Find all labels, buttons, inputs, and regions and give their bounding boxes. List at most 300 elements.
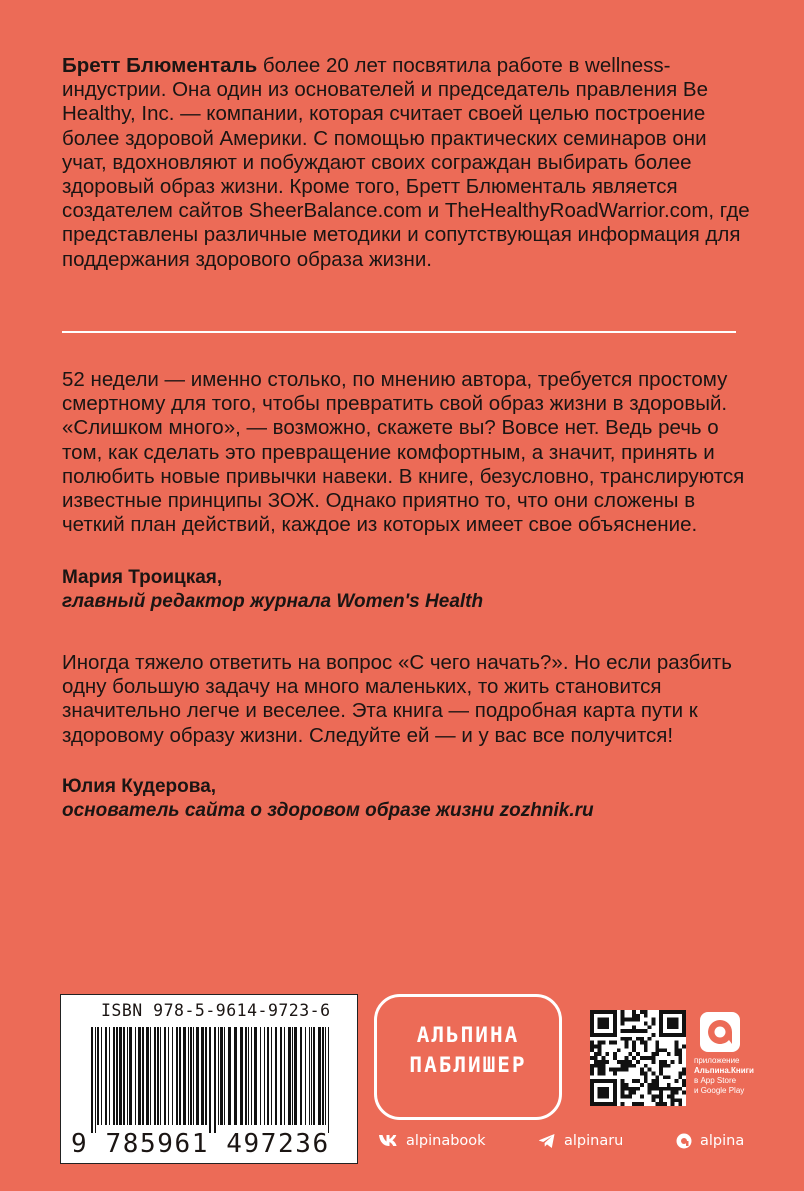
qr-module [636,1029,640,1033]
barcode-bar [209,1027,211,1133]
barcode-bar [309,1027,310,1125]
qr-module [621,1079,625,1083]
qr-module [598,1052,602,1056]
barcode-bar [328,1027,329,1133]
qr-module [598,1045,602,1049]
qr-module [625,1068,629,1072]
qr-module [621,1064,625,1068]
author-name: Бретт Блюменталь [62,54,258,77]
social-telegram [538,1133,623,1149]
qr-module [613,1056,617,1060]
qr-module [659,1094,663,1098]
barcode-bar [224,1027,225,1125]
qr-module [659,1048,663,1052]
qr-module [663,1087,667,1091]
barcode-bar [251,1027,252,1125]
reviewer-role-2: основатель сайта о здоровом образе жизни zozhnik.ru [62,800,594,821]
qr-module [636,1037,640,1041]
barcode-bar [201,1027,204,1125]
qr-module [621,1014,625,1018]
isbn-barcode [60,994,358,1164]
qr-module [667,1094,671,1098]
barcode-bar [196,1027,199,1125]
qr-module [640,1083,644,1087]
qr-module [625,1060,629,1064]
barcode-bar [168,1027,169,1125]
qr-module [648,1087,652,1091]
qr-module [621,1029,625,1033]
qr-module [682,1083,686,1087]
qr-module [659,1060,663,1064]
qr-module [648,1037,652,1041]
barcode-bar [275,1027,277,1125]
barcode-bar [190,1027,192,1125]
qr-module [667,1083,671,1087]
reviewer-name-1: Мария Троицкая, [62,567,223,588]
qr-module [651,1052,655,1056]
qr-module [594,1045,598,1049]
qr-module [625,1041,629,1045]
qr-module [602,1071,606,1075]
qr-module [609,1068,613,1072]
barcode-bar [154,1027,156,1125]
qr-module [632,1056,636,1060]
barcode-bar [160,1027,161,1125]
qr-module [598,1048,602,1052]
qr-module [602,1056,606,1060]
review-signature-1 [62,566,483,614]
qr-module [613,1071,617,1075]
barcode-bar [113,1027,115,1125]
qr-module [678,1056,682,1060]
barcode-bar [146,1027,149,1125]
qr-module [640,1037,644,1041]
social-vk-label: alpinabook [406,1133,486,1149]
qr-module [598,1041,602,1045]
barcode-bar [311,1027,312,1125]
qr-module [674,1045,678,1049]
barcode-bar [245,1027,247,1125]
qr-module [659,1087,663,1091]
qr-module [682,1079,686,1083]
barcode-bar [205,1027,207,1125]
qr-module [682,1071,686,1075]
qr-module [628,1060,632,1064]
barcode-bar [97,1027,99,1125]
barcode-bar [179,1027,181,1125]
qr-module [632,1041,636,1045]
barcode-bar [150,1027,151,1125]
barcode-bar [116,1027,118,1125]
qr-module [651,1033,655,1037]
review-signature-2 [62,775,594,823]
qr-module [678,1075,682,1079]
qr-module [663,1048,667,1052]
qr-module [628,1087,632,1091]
qr-module [682,1091,686,1095]
barcode-bar [109,1027,110,1125]
qr-module [632,1087,636,1091]
barcode-bar [248,1027,249,1125]
barcode-bar [220,1027,223,1125]
qr-module [636,1079,640,1083]
qr-module [590,1041,594,1045]
reviewer-name-2: Юлия Кудерова, [62,776,217,797]
barcode-bar [260,1027,261,1125]
barcode-bar [267,1027,269,1125]
review-text-1: 52 недели — именно столько, по мнению автора, требуется простому смертному для того, чтобы превратить свой образ жизни в здоровый. «Слишком много», — возможно, скажете вы? Вовсе нет. Ведь речь о том, как сделать это превращение комфортным, а значит, принять и полюбить новые привычки навеки. В книге, безусловно, транслируются известные принципы ЗОЖ. Однако приятно то, что они сложены в четкий план действий, каждое из которых имеет свое объяснение. [62,368,745,537]
qr-module [651,1098,655,1102]
qr-module [621,1087,625,1091]
qr-module [663,1064,667,1068]
barcode-bar [188,1027,189,1125]
barcode-bar [129,1027,132,1125]
qr-module [605,1060,609,1064]
qr-module [671,1102,675,1106]
vk-icon [378,1134,398,1148]
qr-module [655,1048,659,1052]
qr-module [628,1018,632,1022]
qr-module [651,1022,655,1026]
qr-module [598,1068,602,1072]
qr-module [636,1052,640,1056]
barcode-bar [280,1027,282,1125]
qr-module [621,1094,625,1098]
qr-module [659,1068,663,1072]
barcode-bar [284,1027,285,1125]
qr-module [682,1068,686,1072]
qr-module [602,1041,606,1045]
qr-module [667,1064,671,1068]
qr-module [625,1018,629,1022]
qr-module [621,1018,625,1022]
qr-module [663,1075,667,1079]
qr-module [617,1068,621,1072]
qr-module [644,1045,648,1049]
barcode-bar [305,1027,306,1125]
qr-module [655,1087,659,1091]
qr-module [621,1091,625,1095]
publisher-logo [374,994,562,1120]
qr-module [671,1060,675,1064]
qr-module [602,1068,606,1072]
qr-module [590,1048,594,1052]
qr-module [625,1094,629,1098]
reviewer-role-1: главный редактор журнала Women's Health [62,591,484,612]
qr-module [663,1060,667,1064]
barcode-bar [183,1027,186,1125]
qr-module [651,1056,655,1060]
qr-module [674,1098,678,1102]
barcode-bar [228,1027,231,1125]
qr-module [602,1060,606,1064]
qr-module [651,1060,655,1064]
qr-module [648,1091,652,1095]
qr-module [644,1071,648,1075]
qr-module [640,1102,644,1106]
barcode-bar [172,1027,173,1125]
qr-module [605,1052,609,1056]
qr-module [625,1045,629,1049]
qr-finder-module [598,1087,610,1099]
qr-module [628,1094,632,1098]
qr-module [644,1014,648,1018]
alpina-app-icon [700,1012,740,1052]
qr-module [617,1048,621,1052]
qr-module [640,1041,644,1045]
qr-module [602,1064,606,1068]
social-alpina [676,1133,744,1149]
qr-module [678,1060,682,1064]
qr-module [636,1102,640,1106]
author-bio [62,54,752,272]
qr-module [632,1064,636,1068]
qr-module [648,1025,652,1029]
barcode-bar [234,1027,237,1125]
qr-module [632,1045,636,1049]
qr-module [621,1083,625,1087]
qr-module [632,1079,636,1083]
barcode-bar [294,1027,297,1125]
qr-module [621,1037,625,1041]
qr-module [655,1094,659,1098]
barcode-bar [142,1027,144,1125]
qr-module [644,1041,648,1045]
qr-module [590,1064,594,1068]
qr-module [617,1060,621,1064]
qr-module [632,1018,636,1022]
qr-module [648,1068,652,1072]
barcode-bar [292,1027,293,1125]
qr-module [640,1068,644,1072]
qr-module [674,1052,678,1056]
barcode-bar [254,1027,257,1125]
qr-module [678,1087,682,1091]
qr-module [640,1056,644,1060]
qr-module [625,1056,629,1060]
qr-module [651,1087,655,1091]
author-bio-text: более 20 лет посвятила работе в wellness-индустрии. Она один из основателей и председатель правления Be Healthy, Inc. — компании, которая считает своей целью построение более здоровой Америки. С помощью практических семинаров они учат, вдохновляют и побуждают своих сограждан выбирать более здоровый образ жизни. Кроме того, Бретт Блюменталь является создателем сайтов SheerBalance.com и TheHealthyRoadWarrior.com, где представлены различные методики и сопутствующая информация для поддержания здорового образа жизни. [62,54,750,271]
qr-module [659,1064,663,1068]
qr-module [667,1075,671,1079]
qr-module [613,1041,617,1045]
qr-module [663,1102,667,1106]
app-store-note [694,1056,774,1096]
barcode-bar [123,1027,125,1125]
qr-module [644,1075,648,1079]
publisher-logo-line1: АЛЬПИНА [416,1023,520,1047]
app-note-line4: и Google Play [694,1086,745,1095]
qr-module [655,1079,659,1083]
qr-module [644,1029,648,1033]
barcode-bar [119,1027,122,1125]
qr-module [651,1083,655,1087]
qr-module [594,1060,598,1064]
barcode-bar [214,1027,216,1133]
qr-module [625,1083,629,1087]
qr-module [651,1018,655,1022]
qr-module [628,1091,632,1095]
barcode-bar [127,1027,128,1125]
qr-module [655,1083,659,1087]
qr-module [625,1087,629,1091]
qr-module [659,1091,663,1095]
qr-module [678,1071,682,1075]
barcode-bar [193,1027,194,1125]
qr-module [655,1045,659,1049]
qr-module [590,1071,594,1075]
qr-module [594,1056,598,1060]
barcode-bar [300,1027,302,1125]
barcode-bar [164,1027,166,1125]
qr-module [632,1048,636,1052]
qr-module [625,1029,629,1033]
qr-module [655,1052,659,1056]
barcode-bar [313,1027,315,1125]
barcode-bar [325,1027,326,1125]
qr-module [613,1068,617,1072]
qr-finder-module [598,1018,610,1030]
alpina-icon [676,1133,692,1149]
qr-module [636,1087,640,1091]
qr-module [640,1010,644,1014]
qr-module [594,1064,598,1068]
barcode-bar [176,1027,178,1125]
isbn-label: ISBN 978-5-9614-9723-6 [101,1001,331,1020]
qr-module [678,1102,682,1106]
qr-module [671,1087,675,1091]
barcode-bar [101,1027,102,1125]
qr-module [632,1010,636,1014]
barcode-bar [240,1027,243,1125]
qr-module [598,1064,602,1068]
qr-module [598,1071,602,1075]
qr-module [648,1056,652,1060]
qr-module [655,1102,659,1106]
qr-module [671,1091,675,1095]
qr-module [671,1098,675,1102]
qr-module [659,1098,663,1102]
barcode-bar [157,1027,159,1125]
qr-module [628,1064,632,1068]
qr-module [674,1041,678,1045]
barcode-bar [264,1027,265,1125]
qr-module [644,1079,648,1083]
qr-module [590,1068,594,1072]
publisher-logo-line2: ПАБЛИШЕР [409,1053,527,1077]
qr-module [636,1014,640,1018]
qr-module [682,1045,686,1049]
qr-module [640,1071,644,1075]
app-note-line1: приложение [694,1056,740,1065]
barcode-bar [91,1027,93,1133]
qr-module [674,1048,678,1052]
qr-module [671,1094,675,1098]
app-note-line2: Альпина.Книги [694,1066,754,1075]
qr-module [651,1094,655,1098]
barcode-bars [91,1027,333,1133]
qr-module [674,1087,678,1091]
qr-module [674,1079,678,1083]
qr-module [632,1029,636,1033]
qr-module [621,1060,625,1064]
qr-module [590,1056,594,1060]
qr-module [678,1098,682,1102]
qr-module [625,1037,629,1041]
qr-module [632,1102,636,1106]
qr-finder-module [667,1018,679,1030]
qr-module [632,1091,636,1095]
qr-module [644,1056,648,1060]
barcode-bar [135,1027,136,1125]
qr-module [625,1064,629,1068]
qr-module [651,1071,655,1075]
qr-module [621,1010,625,1014]
qr-module [678,1048,682,1052]
barcode-digits: 9 785961 497236 [71,1129,330,1159]
qr-module [644,1010,648,1014]
section-divider [62,331,736,333]
social-vk [378,1133,486,1149]
barcode-bar [105,1027,107,1125]
barcode-bar [138,1027,141,1125]
qr-module [667,1087,671,1091]
qr-module [632,1025,636,1029]
qr-module [655,1075,659,1079]
qr-module [659,1102,663,1106]
qr-module [621,1102,625,1106]
qr-module [667,1052,671,1056]
barcode-bar [322,1027,324,1125]
qr-module [678,1052,682,1056]
qr-module [594,1052,598,1056]
barcode-bar [271,1027,272,1125]
social-telegram-label: alpinaru [564,1133,624,1149]
barcode-bar [95,1027,96,1133]
qr-module [590,1045,594,1049]
qr-module [636,1018,640,1022]
qr-module [648,1083,652,1087]
qr-module [628,1029,632,1033]
qr-module [644,1064,648,1068]
qr-module [613,1052,617,1056]
app-note-line3: в App Store [694,1076,737,1085]
qr-module [651,1079,655,1083]
qr-module [636,1060,640,1064]
qr-module [659,1071,663,1075]
barcode-bar [288,1027,291,1125]
barcode-bar [318,1027,321,1125]
telegram-icon [538,1133,556,1149]
qr-module [609,1041,613,1045]
review-text-2: Иногда тяжело ответить на вопрос «С чего начать?». Но если разбить одну большую задачу на много маленьких, то жить становится значительно легче и веселее. Эта книга — подробная карта пути к здоровому образу жизни. Следуйте ей — и у вас все получится! [62,651,732,747]
qr-module [632,1014,636,1018]
qr-module [640,1094,644,1098]
qr-module [644,1022,648,1026]
qr-module [640,1029,644,1033]
qr-module [621,1068,625,1072]
qr-module [674,1091,678,1095]
qr-module [621,1022,625,1026]
qr-module [655,1041,659,1045]
social-alpina-label: alpina [700,1133,745,1149]
qr-module [628,1037,632,1041]
qr-code-icon [590,1010,686,1106]
barcode-bar [218,1027,219,1125]
qr-module [644,1048,648,1052]
qr-module [598,1060,602,1064]
qr-module [628,1052,632,1056]
